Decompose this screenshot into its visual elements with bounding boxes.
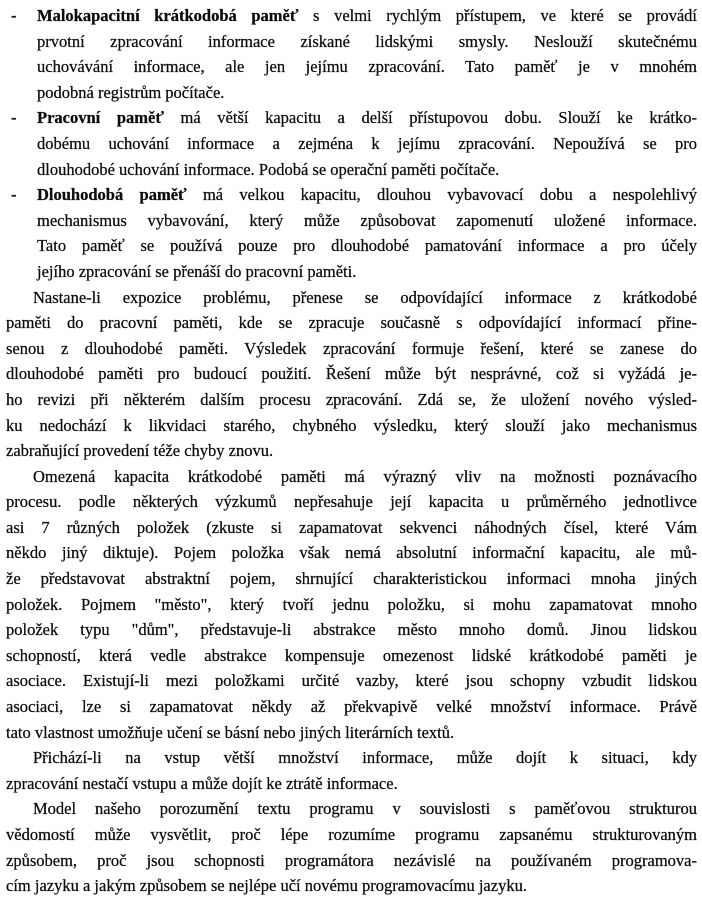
text-line: zpracování nestačí vstupu a může dojít ke ztrátě informace. [6, 773, 398, 793]
text-line: vědomostí může vysvětlit, proč lépe rozumíme programu zapsanému strukturovaným [6, 825, 697, 844]
text-line: Model našeho porozumění textu programu v souvislosti s paměťovou strukturou [33, 799, 697, 819]
text-line: podobná registrům počítače. [37, 82, 225, 102]
bullet-marker: - [11, 185, 17, 205]
text-line: jejího zpracování se přenáší do pracovní paměti. [37, 261, 357, 281]
text-line: asociace. Existují-li mezi položkami určité vazby, které jsou schopny vzbudit lidskou [6, 671, 697, 691]
text-line: paměti do pracovní paměti, kde se zpracuje současně s odpovídající informací přine- [6, 313, 697, 333]
text-line: mechanismus vybavování, který může způsobovat zapomenutí uložené informace. [37, 210, 697, 230]
paragraph [6, 796, 697, 898]
bullet-item [6, 182, 697, 284]
text-line: dobému uchování informace a zejména k jejímu zpracování. Nepoužívá se pro [37, 133, 697, 153]
text-line: asociaci, lze si zapamatovat někdy až překvapivě velké množství informace. Právě [6, 697, 697, 717]
text-line: Malokapacitní krátkodobá paměť s velmi rychlým přístupem, ve které se provádí [37, 6, 697, 25]
text-line: asi 7 různých položek (zkuste si zapamatovat sekvenci náhodných čísel, které Vám [6, 517, 697, 537]
text-line: Nastane-li expozice problému, přenese se odpovídající informace z krátkodobé [33, 287, 697, 307]
bullet-item [6, 3, 697, 105]
text-line: ho revizi při některém dalším procesu zpracování. Zdá se, že uložení nového výsled- [6, 389, 697, 409]
text-line: Pracovní paměť má větší kapacitu a delší přístupovou dobu. Slouží ke krátko- [37, 108, 698, 128]
text-line: někdo jiný diktuje). Pojem položka však nemá absolutní informační kapacitu, ale mů- [6, 543, 697, 563]
bullet-list [6, 3, 697, 285]
text-line: prvotní zpracování informace získané lidskými smysly. Neslouží skutečnému [37, 31, 697, 51]
text-line: uchovávání informace, ale jen jejímu zpracování. Tato paměť je v mnohém [37, 57, 697, 77]
bullet-bold-lead: Pracovní paměť [37, 108, 164, 128]
text-line: Tato paměť se používá pouze pro dlouhodobé pamatování informace a pro účely [37, 236, 697, 256]
text-line: Dlouhodobá paměť má velkou kapacitu, dlouhou vybavovací dobu a nespolehlivý [37, 185, 697, 205]
text-line: procesu. podle některých výzkumů nepřesahuje její kapacita u průměrného jednotlivce [6, 492, 697, 512]
paragraph-list [6, 285, 697, 899]
text-line: že představovat abstraktní pojem, shrnující charakteristickou informaci mnoha jiných [6, 569, 697, 589]
bullet-content [37, 3, 697, 105]
bullet-bold-lead: Malokapacitní krátkodobá paměť [37, 6, 299, 25]
text-line: způsobem, proč jsou schopnosti programátora nezávislé na používaném programova- [6, 850, 697, 870]
paragraph [6, 285, 697, 464]
text-line: zabraňující provedení téže chyby znovu. [6, 441, 274, 461]
text-line: schopností, která vedle abstrakce kompensuje omezenost lidské krátkodobé paměti je [6, 645, 697, 665]
text-line: tato vlastnost umožňuje učení se básní nebo jiných literárních textů. [6, 722, 455, 742]
text-line: dlouhodobé paměti pro budoucí použití. Řešení může být nesprávné, což si vyžádá je- [6, 364, 697, 384]
bullet-content [37, 105, 697, 182]
text-line: dlouhodobé uchování informace. Podobá se operační paměti počítače. [37, 159, 500, 179]
text-line: Přichází-li na vstup větší množství informace, může dojít k situaci, kdy [33, 748, 697, 768]
paragraph [6, 464, 697, 746]
text-line: cím jazyku a jakým způsobem se nejlépe učí novému programovacímu jazyku. [6, 876, 527, 896]
bullet-marker: - [11, 6, 17, 25]
text-line: položek typu "dům", představuje-li abstrakce město mnoho domů. Jinou lidskou [6, 620, 697, 640]
bullet-item [6, 105, 697, 182]
text-line: Omezená kapacita krátkodobé paměti má výrazný vliv na možnosti poznávacího [33, 466, 697, 486]
paragraph [6, 745, 697, 796]
text-line: položek. Pojmem "město", který tvoří jednu položku, si mohu zapamatovat mnoho [6, 594, 697, 614]
bullet-marker: - [11, 108, 17, 128]
bullet-content [37, 182, 697, 284]
text-line: senou z dlouhodobé paměti. Výsledek zpracování formuje řešení, které se zanese do [6, 338, 697, 358]
text-line: ku nedochází k likvidaci starého, chybného výsledku, který slouží jako mechanismus [6, 415, 697, 435]
bullet-bold-lead: Dlouhodobá paměť [37, 185, 187, 205]
